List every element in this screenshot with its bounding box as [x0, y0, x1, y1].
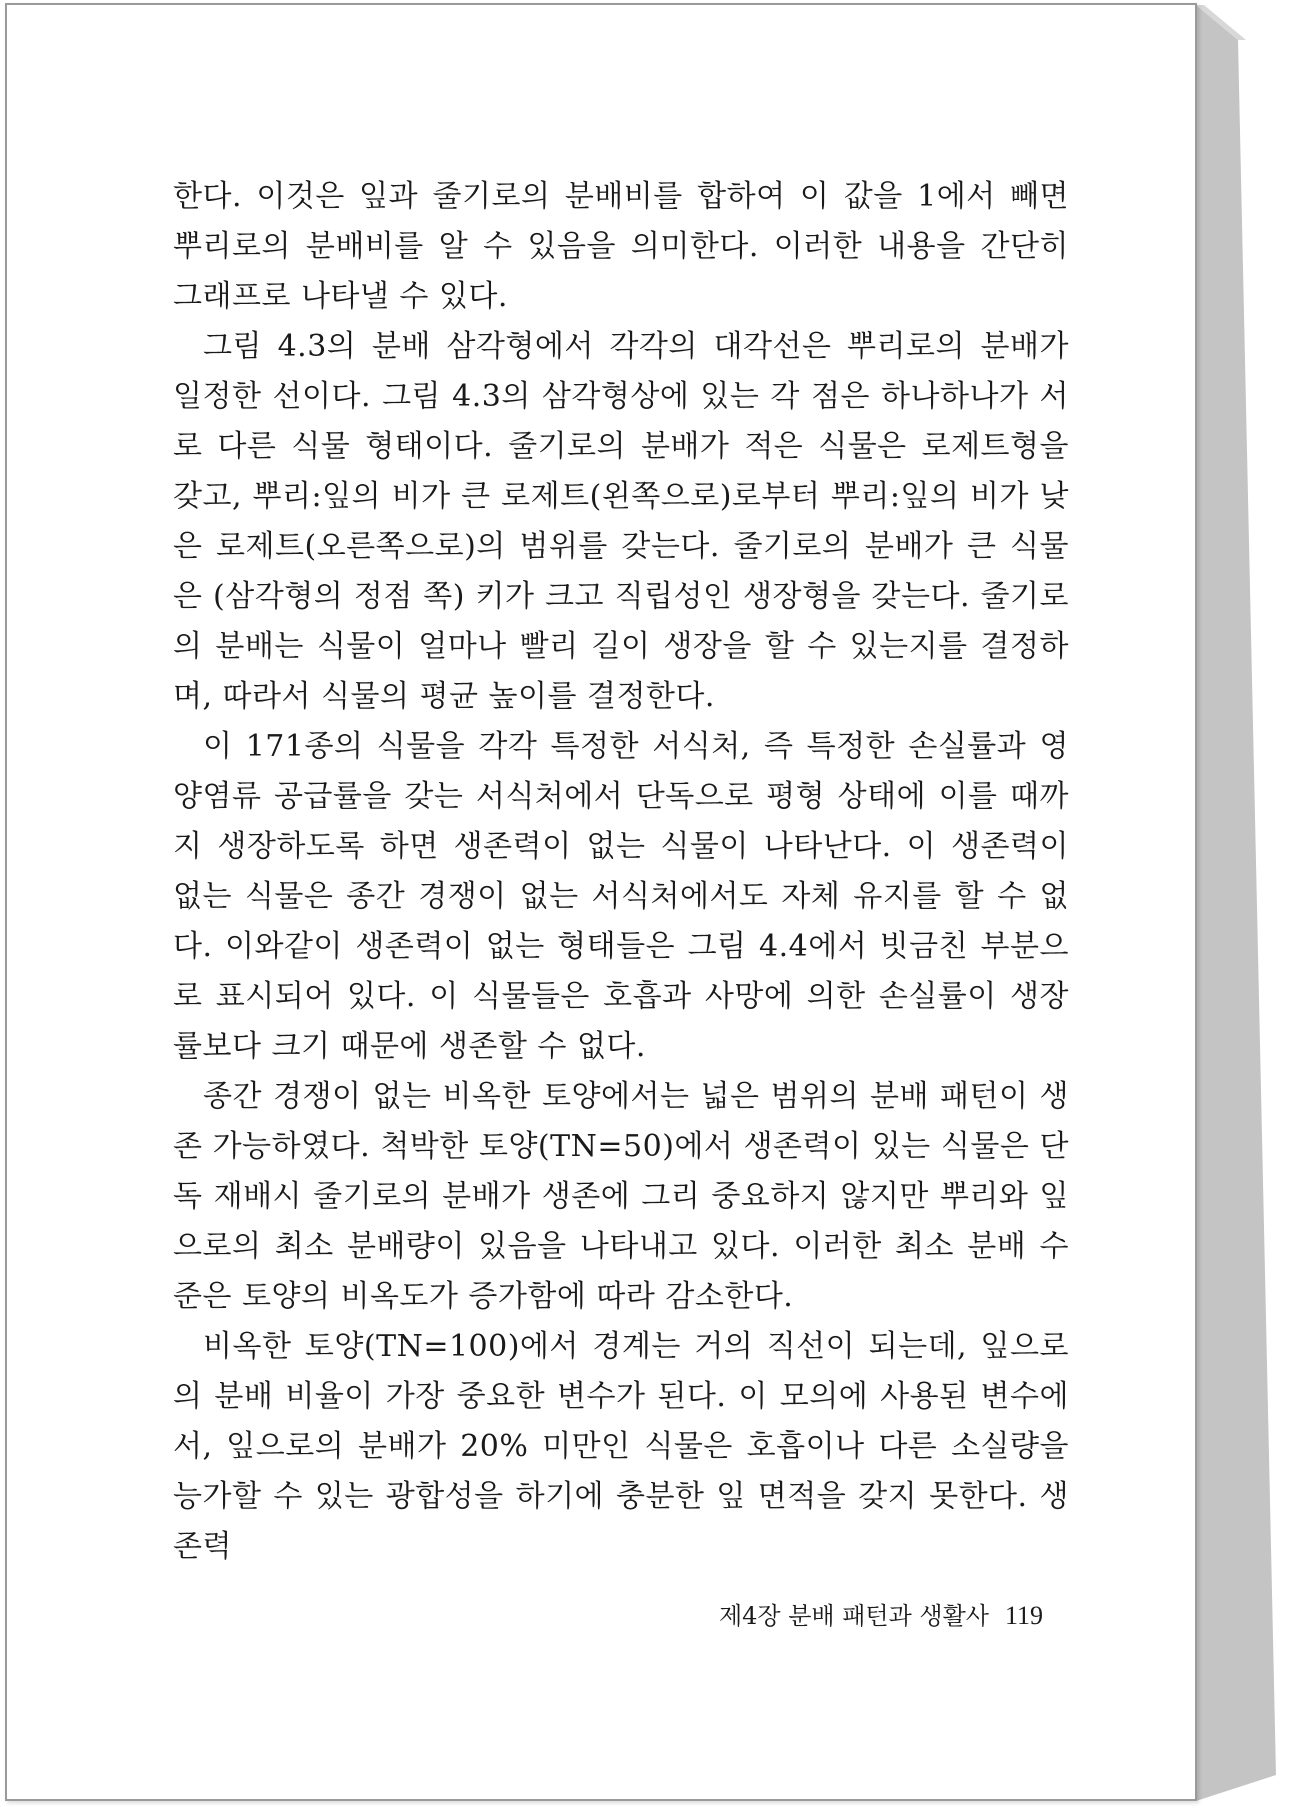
paragraph-2: 그림 4.3의 분배 삼각형에서 각각의 대각선은 뿌리로의 분배가 일정한 선이다. 그림 4.3의 삼각형상에 있는 각 점은 하나하나가 서로 다른 식물 형태이다. 줄기로의 분배가 적은 식물은 로제트형을 갖고, 뿌리:잎의 비가 큰 로제트(왼쪽으로)로부터 뿌리:잎의 비가 낮은 로제트(오른쪽으로)의 범위를 갖는다. 줄기로의 분배가 큰 식물은 (삼각형의 정점 쪽) 키가 크고 직립성인 생장형을 갖는다. 줄기로의 분배는 식물이 얼마나 빨리 길이 생장을 할 수 있는지를 결정하며, 따라서 식물의 평균 높이를 결정한다. [173, 329, 1069, 714]
page-number: 119 [1004, 1601, 1043, 1630]
page-footer [719, 1596, 1043, 1631]
paragraph-4: 종간 경쟁이 없는 비옥한 토양에서는 넓은 범위의 분배 패턴이 생존 가능하였다. 척박한 토양(TN=50)에서 생존력이 있는 식물은 단독 재배시 줄기로의 분배가 생존에 그리 중요하지 않지만 뿌리와 잎으로의 최소 분배량이 있음을 나타내고 있다. 이러한 최소 분배 수준은 토양의 비옥도가 증가함에 따라 감소한다. [173, 1079, 1069, 1314]
paragraph-5: 비옥한 토양(TN=100)에서 경계는 거의 직선이 되는데, 잎으로의 분배 비율이 가장 중요한 변수가 된다. 이 모의에 사용된 변수에서, 잎으로의 분배가 20% 미만인 식물은 호흡이나 다른 소실량을 능가할 수 있는 광합성을 하기에 충분한 잎 면적을 갖지 못한다. 생존력 [173, 1329, 1069, 1564]
spine-face [1196, 5, 1276, 1801]
body-text [173, 172, 1069, 1572]
paragraph-1: 한다. 이것은 잎과 줄기로의 분배비를 합하여 이 값을 1에서 빼면 뿌리로의 분배비를 알 수 있음을 의미한다. 이러한 내용을 간단히 그래프로 나타낼 수 있다. [173, 179, 1069, 314]
paragraph-3: 이 171종의 식물을 각각 특정한 서식처, 즉 특정한 손실률과 영양염류 공급률을 갖는 서식처에서 단독으로 평형 상태에 이를 때까지 생장하도록 하면 생존력이 없는 식물이 나타난다. 이 생존력이 없는 식물은 종간 경쟁이 없는 서식처에서도 자체 유지를 할 수 없다. 이와같이 생존력이 없는 형태들은 그림 4.4에서 빗금친 부분으로 표시되어 있다. 이 식물들은 호흡과 사망에 의한 손실률이 생장률보다 크기 때문에 생존할 수 없다. [173, 729, 1069, 1064]
running-title: 제4장 분배 패턴과 생활사 [718, 1602, 989, 1630]
book-spine-edge [1196, 5, 1276, 1801]
